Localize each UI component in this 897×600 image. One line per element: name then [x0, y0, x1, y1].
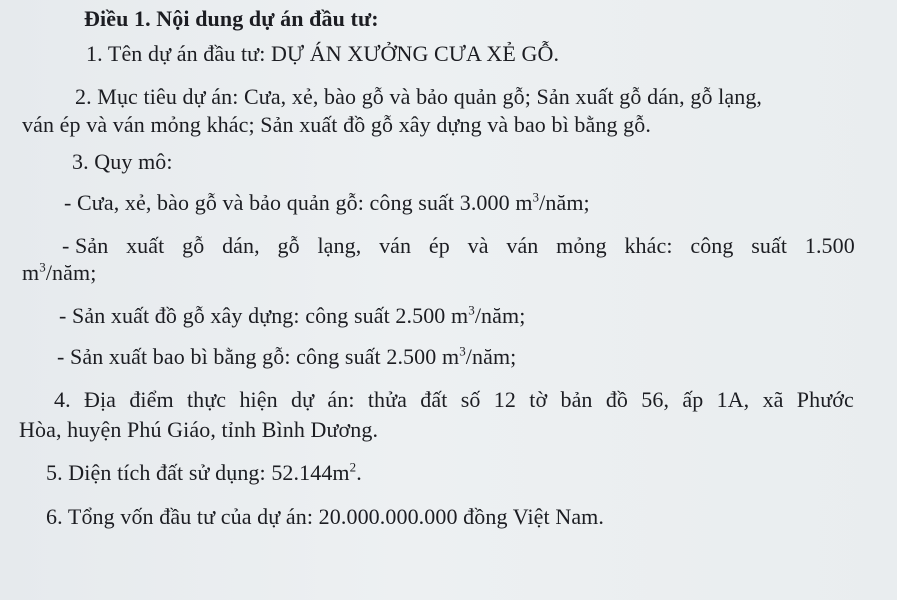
- scale-item-4-sup: 3: [459, 343, 466, 359]
- scale-item-2-word: ván: [379, 233, 412, 258]
- scale-item-2-sup: 3: [39, 259, 46, 275]
- scale-item-1: [64, 190, 590, 216]
- scale-item-4-suffix: /năm;: [465, 344, 517, 369]
- scale-item-1-sup: 3: [532, 189, 540, 205]
- location-item-word: Địa: [83, 387, 117, 412]
- scale-item-2-word: xuất: [126, 233, 165, 258]
- scale-item-3: [59, 303, 525, 329]
- article-heading: Điều 1. Nội dung dự án đầu tư:: [84, 6, 379, 31]
- scale-item-2-word: gỗ: [277, 233, 300, 258]
- scale-item-4: [57, 344, 516, 370]
- location-item-word: đồ: [605, 387, 629, 412]
- location-item-word: 56,: [641, 387, 670, 412]
- scale-item-2-word: dán,: [222, 233, 260, 258]
- scale-heading: 3. Quy mô:: [72, 149, 173, 174]
- location-item-word: bản: [560, 387, 593, 412]
- scale-item-2-word: - Sản: [62, 233, 109, 258]
- project-name-item: 1. Tên dự án đầu tư: DỰ ÁN XƯỞNG CƯA XẺ GỖ.: [86, 41, 560, 66]
- location-item-word: Phước: [796, 387, 854, 412]
- investment-capital-item: 6. Tổng vốn đầu tư của dự án: 20.000.000.000 đồng Việt Nam.: [46, 504, 604, 529]
- location-item-word: xã: [762, 387, 784, 412]
- location-item-word: án:: [327, 387, 355, 412]
- scale-item-2-word: suất: [751, 233, 788, 258]
- location-item-line-1: [54, 387, 854, 413]
- scale-item-2-word: và: [467, 233, 489, 258]
- location-item-word: 12: [493, 387, 516, 412]
- scale-item-2-unit: m: [22, 260, 40, 285]
- scale-item-2-word: công: [690, 233, 734, 258]
- location-item-word: ấp: [682, 387, 704, 412]
- land-area-item: [46, 460, 362, 486]
- scale-item-4-text: - Sản xuất bao bì bằng gỗ: công suất 2.500 m: [57, 344, 460, 369]
- scale-item-2-word: 1.500: [804, 233, 855, 258]
- location-item-word: đất: [420, 387, 448, 412]
- location-item-word: tờ: [529, 387, 548, 412]
- location-item-word: thửa: [367, 387, 408, 412]
- scale-item-2-word: gỗ: [182, 233, 205, 258]
- land-area-sup: 2: [349, 459, 357, 475]
- scale-item-3-suffix: /năm;: [474, 303, 526, 328]
- scale-item-3-text: - Sản xuất đồ gỗ xây dựng: công suất 2.500 m: [59, 303, 469, 328]
- scale-item-3-sup: 3: [468, 302, 475, 318]
- location-item-word: hiện: [239, 387, 278, 412]
- scale-item-2-word: khác:: [624, 233, 673, 258]
- location-item-word: 4.: [54, 387, 71, 412]
- scale-item-2-word: lạng,: [317, 233, 362, 258]
- location-item-word: điểm: [129, 387, 174, 412]
- scale-item-2-word: mỏng: [556, 233, 607, 258]
- scale-item-2-line-1: [62, 233, 855, 259]
- scale-item-2-line-2: [22, 260, 96, 286]
- location-item-word: 1A,: [716, 387, 750, 412]
- land-area-text: 5. Diện tích đất sử dụng: 52.144m: [46, 460, 350, 485]
- location-item-word: thực: [186, 387, 227, 412]
- scale-item-1-suffix: /năm;: [539, 190, 590, 215]
- scale-item-2-suffix: /năm;: [45, 260, 97, 285]
- location-item-word: dự: [290, 387, 315, 412]
- project-objective-line-1: 2. Mục tiêu dự án: Cưa, xẻ, bào gỗ và bảo quản gỗ; Sản xuất gỗ dán, gỗ lạng,: [75, 84, 763, 109]
- location-item-line-2: Hòa, huyện Phú Giáo, tỉnh Bình Dương.: [19, 417, 379, 442]
- scale-item-2-word: ván: [506, 233, 539, 258]
- scale-item-2-word: ép: [428, 233, 450, 258]
- location-item-word: số: [460, 387, 481, 412]
- land-area-suffix: .: [356, 460, 362, 485]
- project-objective-line-2: ván ép và ván mỏng khác; Sản xuất đồ gỗ xây dựng và bao bì bằng gỗ.: [22, 112, 651, 137]
- scale-item-1-text: - Cưa, xẻ, bào gỗ và bảo quản gỗ: công suất 3.000 m: [64, 190, 533, 215]
